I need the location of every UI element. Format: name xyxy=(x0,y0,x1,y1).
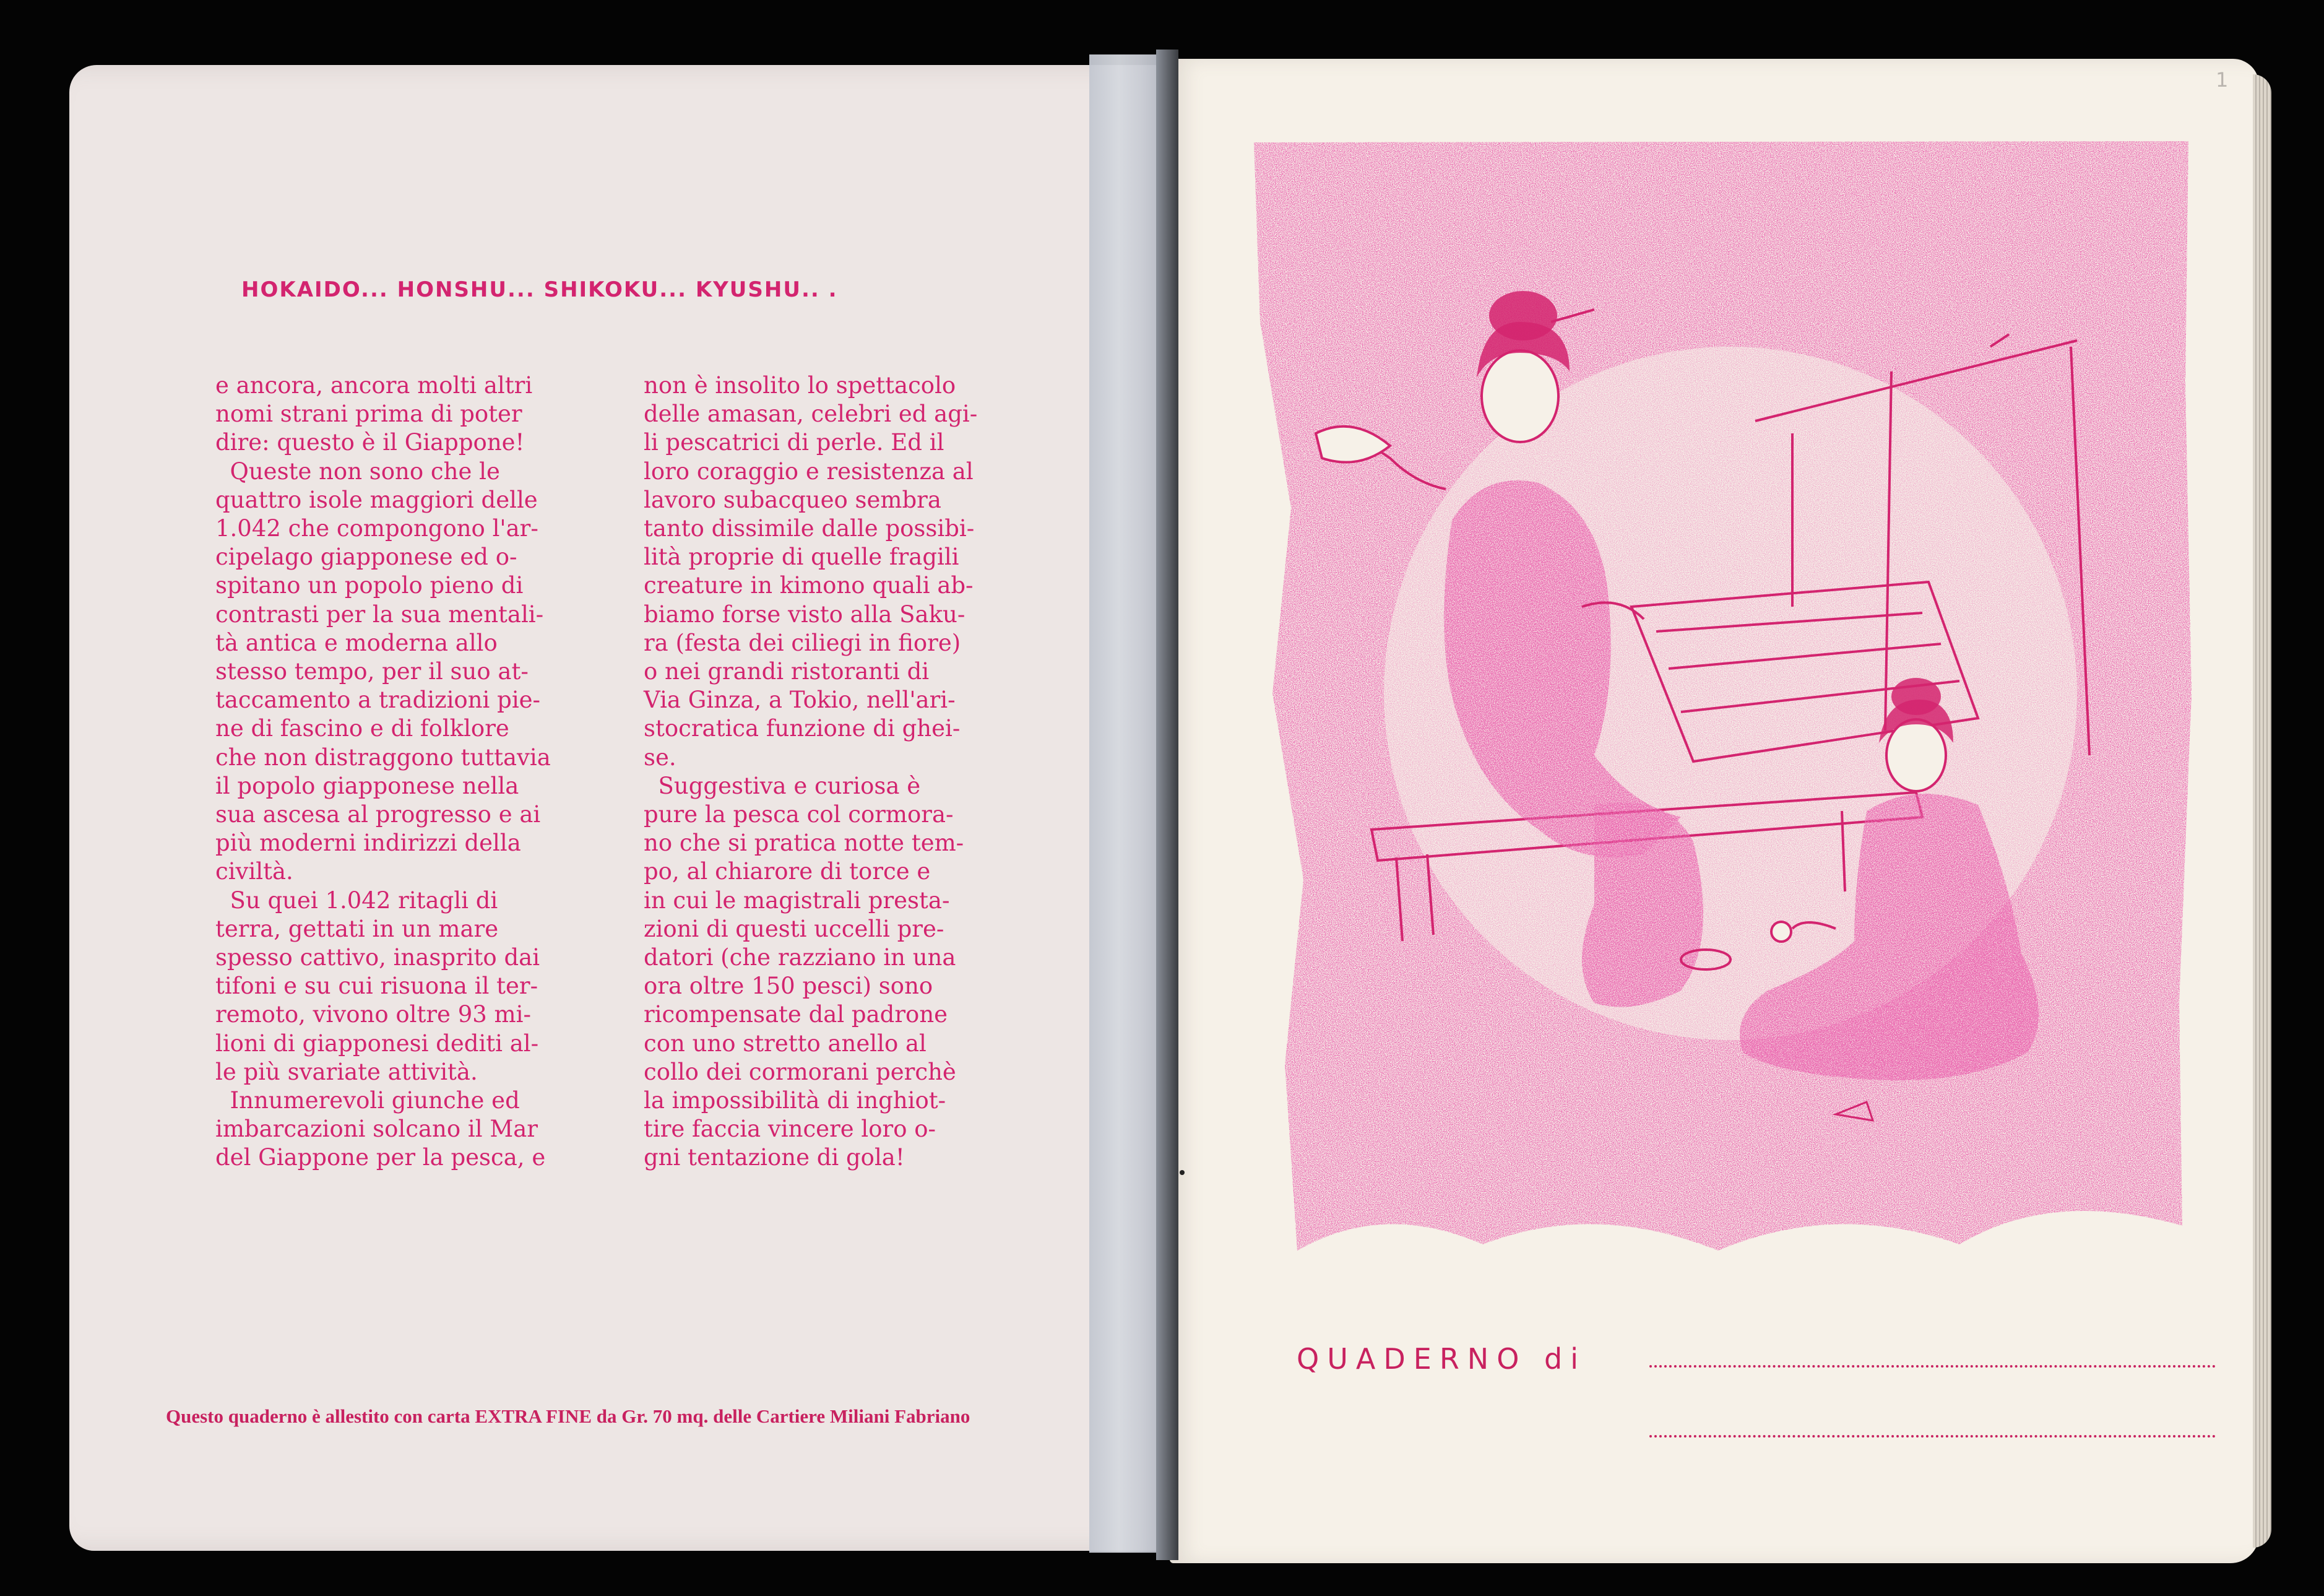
text-line: gni tentazione di gola! xyxy=(644,1144,905,1171)
text-line: tire faccia vincere loro o- xyxy=(644,1116,936,1143)
name-line-2[interactable] xyxy=(1649,1435,2216,1438)
quaderno-label: QUADERNO di xyxy=(1297,1342,1587,1376)
text-line: Suggestiva e curiosa è xyxy=(644,772,921,799)
text-line: Via Ginza, a Tokio, nell'ari- xyxy=(644,687,956,714)
text-line: lità proprie di quelle fragili xyxy=(644,544,959,571)
text-line: la impossibilità di inghiot- xyxy=(644,1087,946,1114)
text-line: ricompensate dal padrone xyxy=(644,1001,948,1028)
text-line: le più svariate attività. xyxy=(215,1058,478,1085)
text-line: ora oltre 150 pesci) sono xyxy=(644,973,933,1000)
text-line: lavoro subacqueo sembra xyxy=(644,486,941,513)
text-line: che non distraggono tuttavia xyxy=(215,744,551,771)
text-line: se. xyxy=(644,744,676,771)
text-line: e ancora, ancora molti altri xyxy=(215,372,533,399)
text-line: Innumerevoli giunche ed xyxy=(215,1087,520,1114)
text-line: remoto, vivono oltre 93 mi- xyxy=(215,1001,531,1028)
text-line: quattro isole maggiori delle xyxy=(215,486,538,513)
text-line: non è insolito lo spettacolo xyxy=(644,372,956,399)
text-line: Queste non sono che le xyxy=(215,458,500,485)
text-line: delle amasan, celebri ed agi- xyxy=(644,401,978,428)
text-column-right xyxy=(644,371,977,1173)
text-line: cipelago giapponese ed o- xyxy=(215,544,517,571)
text-line: sua ascesa al progresso e ai xyxy=(215,801,541,828)
text-line: ne di fascino e di folklore xyxy=(215,715,509,742)
text-line: civiltà. xyxy=(215,858,293,885)
text-line: tà antica e moderna allo xyxy=(215,629,498,656)
text-line: biamo forse visto alla Saku- xyxy=(644,601,965,628)
text-line: con uno stretto anello al xyxy=(644,1030,927,1057)
name-line-1[interactable] xyxy=(1649,1365,2216,1368)
text-line: no che si pratica notte tem- xyxy=(644,830,964,857)
text-line: 1.042 che compongono l'ar- xyxy=(215,515,538,542)
paper-info-footer: Questo quaderno è allestito con carta EXTRA FINE da Gr. 70 mq. delle Cartiere Miliani Fabriano xyxy=(166,1405,970,1427)
text-line: collo dei cormorani perchè xyxy=(644,1058,956,1085)
text-line: lioni di giapponesi dediti al- xyxy=(215,1030,539,1057)
text-line: del Giappone per la pesca, e xyxy=(215,1144,546,1171)
text-line: più moderni indirizzi della xyxy=(215,830,521,857)
text-line: loro coraggio e resistenza al xyxy=(644,458,974,485)
text-line: zioni di questi uccelli pre- xyxy=(644,915,944,942)
text-line: tifoni e su cui risuona il ter- xyxy=(215,973,538,1000)
text-line: terra, gettati in un mare xyxy=(215,915,499,942)
text-line: o nei grandi ristoranti di xyxy=(644,658,930,685)
text-line: po, al chiarore di torce e xyxy=(644,858,931,885)
text-line: Su quei 1.042 ritagli di xyxy=(215,887,498,914)
text-line: nomi strani prima di poter xyxy=(215,401,522,428)
text-line: datori (che razziano in una xyxy=(644,944,956,971)
text-line: taccamento a tradizioni pie- xyxy=(215,687,541,714)
text-line: il popolo giapponese nella xyxy=(215,772,519,799)
text-line: stesso tempo, per il suo at- xyxy=(215,658,529,685)
text-line: creature in kimono quali ab- xyxy=(644,572,974,599)
spine-tape xyxy=(1089,54,1164,1553)
text-line: pure la pesca col cormora- xyxy=(644,801,954,828)
text-line: spesso cattivo, inasprito dai xyxy=(215,944,540,971)
text-line: in cui le magistrali presta- xyxy=(644,887,950,914)
ink-dot xyxy=(1180,1170,1185,1175)
spine-shadow xyxy=(1156,50,1178,1560)
islands-heading: HOKAIDO... HONSHU... SHIKOKU... KYUSHU.. . xyxy=(241,277,838,302)
text-line: spitano un popolo pieno di xyxy=(215,572,524,599)
text-line: dire: questo è il Giappone! xyxy=(215,429,525,456)
text-line: contrasti per la sua mentali- xyxy=(215,601,544,628)
text-line: li pescatrici di perle. Ed il xyxy=(644,429,944,456)
page-number: 1 xyxy=(2216,68,2229,92)
page-edges xyxy=(2253,74,2271,1548)
text-line: stocratica funzione di ghei- xyxy=(644,715,961,742)
text-line: imbarcazioni solcano il Mar xyxy=(215,1116,538,1143)
text-line: tanto dissimile dalle possibi- xyxy=(644,515,975,542)
text-line: ra (festa dei ciliegi in fiore) xyxy=(644,629,961,656)
text-column-left xyxy=(215,371,551,1173)
geisha-loom-illustration xyxy=(1248,136,2195,1269)
